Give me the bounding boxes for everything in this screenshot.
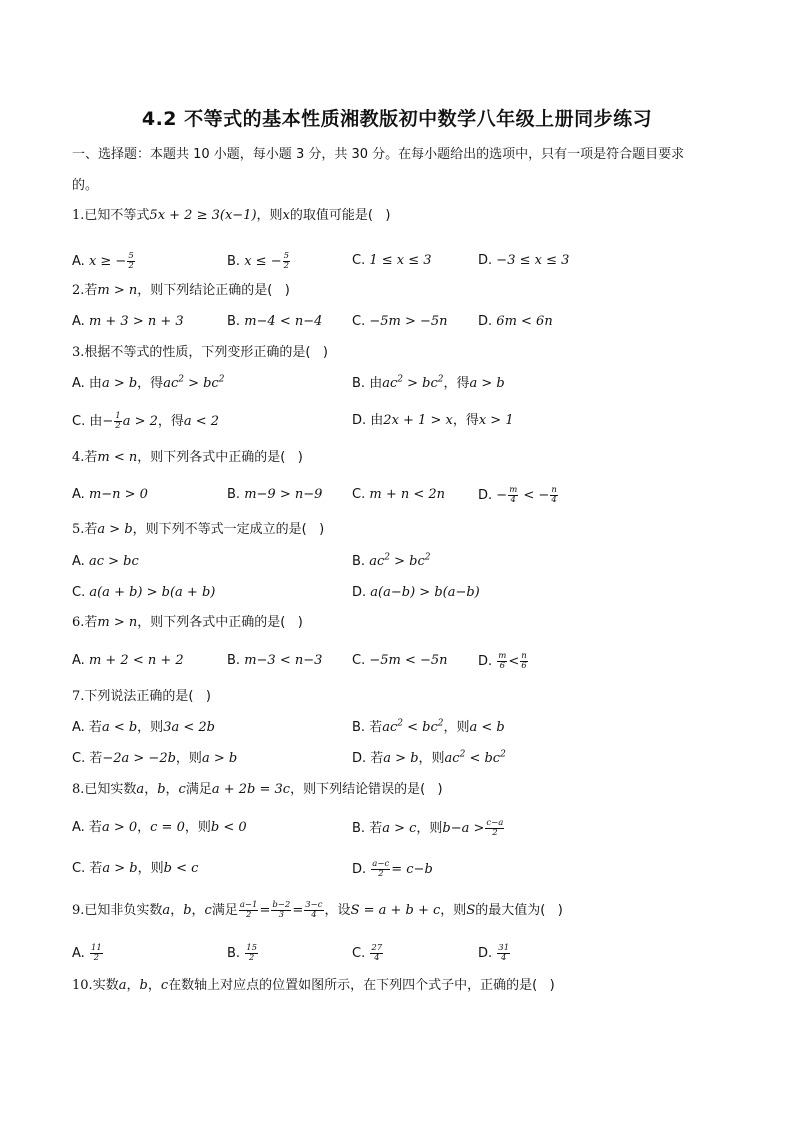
option-label: B. <box>227 254 241 269</box>
question-number: 10. <box>72 978 93 993</box>
option-label: C. <box>72 751 86 766</box>
option-label: C. <box>352 487 366 502</box>
question-1: 1.已知不等式5x + 2 ≥ 3(x−1)，则x的取值可能是( ) <box>72 208 391 223</box>
question-3-option-b: B. 由$ac^2 > bc^2$，得a > b <box>352 374 505 391</box>
question-number: 3. <box>72 345 85 360</box>
question-6-option-b: B. m−3 < n−3 <box>227 653 323 668</box>
option-label: C. <box>72 861 86 876</box>
question-2-option-d: D. 6m < 6n <box>478 314 553 329</box>
question-number: 9. <box>72 903 85 918</box>
question-8-option-d: D. $\frac{a-c}{2}$ = c−b <box>352 859 433 879</box>
option-label: A. <box>72 487 85 502</box>
option-label: B. <box>227 314 241 329</box>
question-9: 9.已知非负实数a，b，c满足 $\frac{a-1}{2}$ = $\frac{b-2}{3}$ = $\frac{3-c}{4}$ ，设S = a + b + c，则S的最大值为( ) <box>72 900 563 920</box>
option-label: D. <box>352 862 367 877</box>
question-4-option-b: B. m−9 > n−9 <box>227 487 323 502</box>
option-label: C. <box>352 653 366 668</box>
question-9-option-b: B. $\frac{15}{2}$ <box>227 943 258 963</box>
option-label: A. <box>72 720 85 735</box>
question-6-option-c: C. −5m < −5n <box>352 653 448 668</box>
question-number: 4. <box>72 450 85 465</box>
question-3: 3.根据不等式的性质，下列变形正确的是( ) <box>72 345 328 360</box>
option-label: B. <box>227 487 241 502</box>
question-1-option-a: A. x ≥ − $\frac{5}{2}$ <box>72 251 134 271</box>
question-7-option-b: B. 若$ac^2 < bc^2$，则a < b <box>352 718 505 735</box>
option-label: C. <box>352 314 366 329</box>
question-9-option-c: C. $\frac{27}{4}$ <box>352 943 383 963</box>
option-label: D. <box>478 654 493 669</box>
option-label: A. <box>72 820 85 835</box>
option-label: B. <box>352 554 366 569</box>
question-6-option-d: D. $\frac{m}{6}$ < $\frac{n}{6}$ <box>478 651 527 671</box>
option-label: B. <box>227 653 241 668</box>
question-2-option-a: A. m + 3 > n + 3 <box>72 314 184 329</box>
option-label: A. <box>72 254 85 269</box>
question-4-option-a: A. m−n > 0 <box>72 487 148 502</box>
question-number: 5. <box>72 522 85 537</box>
question-5-option-a: A. ac > bc <box>72 554 139 569</box>
question-8-option-c: C. 若a > b，则b < c <box>72 861 199 876</box>
question-2-option-b: B. m−4 < n−4 <box>227 314 323 329</box>
option-label: C. <box>352 946 366 961</box>
question-7-option-d: D. 若a > b，则$ac^2 < bc^2$ <box>352 749 506 766</box>
page-title: 4.2 不等式的基本性质湘教版初中数学八年级上册同步练习 <box>141 108 653 130</box>
question-4-option-d: D. − $\frac{m}{4}$ < − $\frac{n}{4}$ <box>478 485 557 505</box>
question-number: 1. <box>72 208 85 223</box>
question-3-option-a: A. 由a > b，得$ac^2 > bc^2$ <box>72 374 225 391</box>
question-2: 2.若m > n，则下列结论正确的是( ) <box>72 283 290 298</box>
question-6-option-a: A. m + 2 < n + 2 <box>72 653 184 668</box>
question-6: 6.若m > n，则下列各式中正确的是( ) <box>72 615 303 630</box>
option-label: D. <box>478 314 493 329</box>
question-9-option-a: A. $\frac{11}{2}$ <box>72 943 102 963</box>
question-4: 4.若m < n，则下列各式中正确的是( ) <box>72 450 303 465</box>
question-2-option-c: C. −5m > −5n <box>352 314 448 329</box>
question-7-option-a: A. 若a < b，则3a < 2b <box>72 720 215 735</box>
question-5-option-b: B. $ac^2 > bc^2$ <box>352 552 431 569</box>
question-number: 2. <box>72 283 85 298</box>
question-number: 6. <box>72 615 85 630</box>
question-8-option-a: A. 若a > 0，c = 0，则b < 0 <box>72 820 247 835</box>
option-label: B. <box>352 720 366 735</box>
question-1-option-d: D. −3 ≤ x ≤ 3 <box>478 253 570 268</box>
option-label: D. <box>478 488 493 503</box>
question-7-option-c: C. 若−2a > −2b，则a > b <box>72 751 238 766</box>
question-4-option-c: C. m + n < 2n <box>352 487 446 502</box>
question-8-option-b: B. 若a > c，则b−a > $\frac{c-a}{2}$ <box>352 818 504 838</box>
option-label: A. <box>72 376 85 391</box>
question-1-option-c: C. 1 ≤ x ≤ 3 <box>352 253 432 268</box>
option-label: B. <box>352 376 366 391</box>
option-label: D. <box>352 751 367 766</box>
question-10: 10.实数a，b，c在数轴上对应点的位置如图所示，在下列四个式子中，正确的是( ) <box>72 978 555 993</box>
option-label: C. <box>352 253 366 268</box>
option-label: B. <box>352 821 366 836</box>
question-1-option-b: B. x ≤ − $\frac{5}{2}$ <box>227 251 290 271</box>
option-label: D. <box>352 413 367 428</box>
question-number: 8. <box>72 782 85 797</box>
option-label: D. <box>478 253 493 268</box>
question-number: 7. <box>72 689 85 704</box>
question-3-option-c: C. 由− $\frac{1}{2}$ a > 2，得a < 2 <box>72 411 220 431</box>
question-3-option-d: D. 由2x + 1 > x，得x > 1 <box>352 413 514 428</box>
option-label: B. <box>227 946 241 961</box>
option-label: A. <box>72 653 85 668</box>
question-5-option-c: C. a(a + b) > b(a + b) <box>72 585 216 600</box>
question-5: 5.若a > b，则下列不等式一定成立的是( ) <box>72 522 325 537</box>
option-label: C. <box>72 414 86 429</box>
section-heading-line1: 一、选择题：本题共 10 小题，每小题 3 分，共 30 分。在每小题给出的选项中，只有一项是符合题目要求 <box>72 147 685 162</box>
option-label: D. <box>478 946 493 961</box>
question-5-option-d: D. a(a−b) > b(a−b) <box>352 585 480 600</box>
option-label: A. <box>72 946 85 961</box>
question-8: 8.已知实数a，b，c满足a + 2b = 3c，则下列结论错误的是( ) <box>72 782 443 797</box>
question-7: 7.下列说法正确的是( ) <box>72 689 211 704</box>
option-label: A. <box>72 554 85 569</box>
option-label: D. <box>352 585 367 600</box>
option-label: C. <box>72 585 86 600</box>
question-9-option-d: D. $\frac{31}{4}$ <box>478 943 510 963</box>
option-label: A. <box>72 314 85 329</box>
section-heading-line2: 的。 <box>72 178 99 193</box>
